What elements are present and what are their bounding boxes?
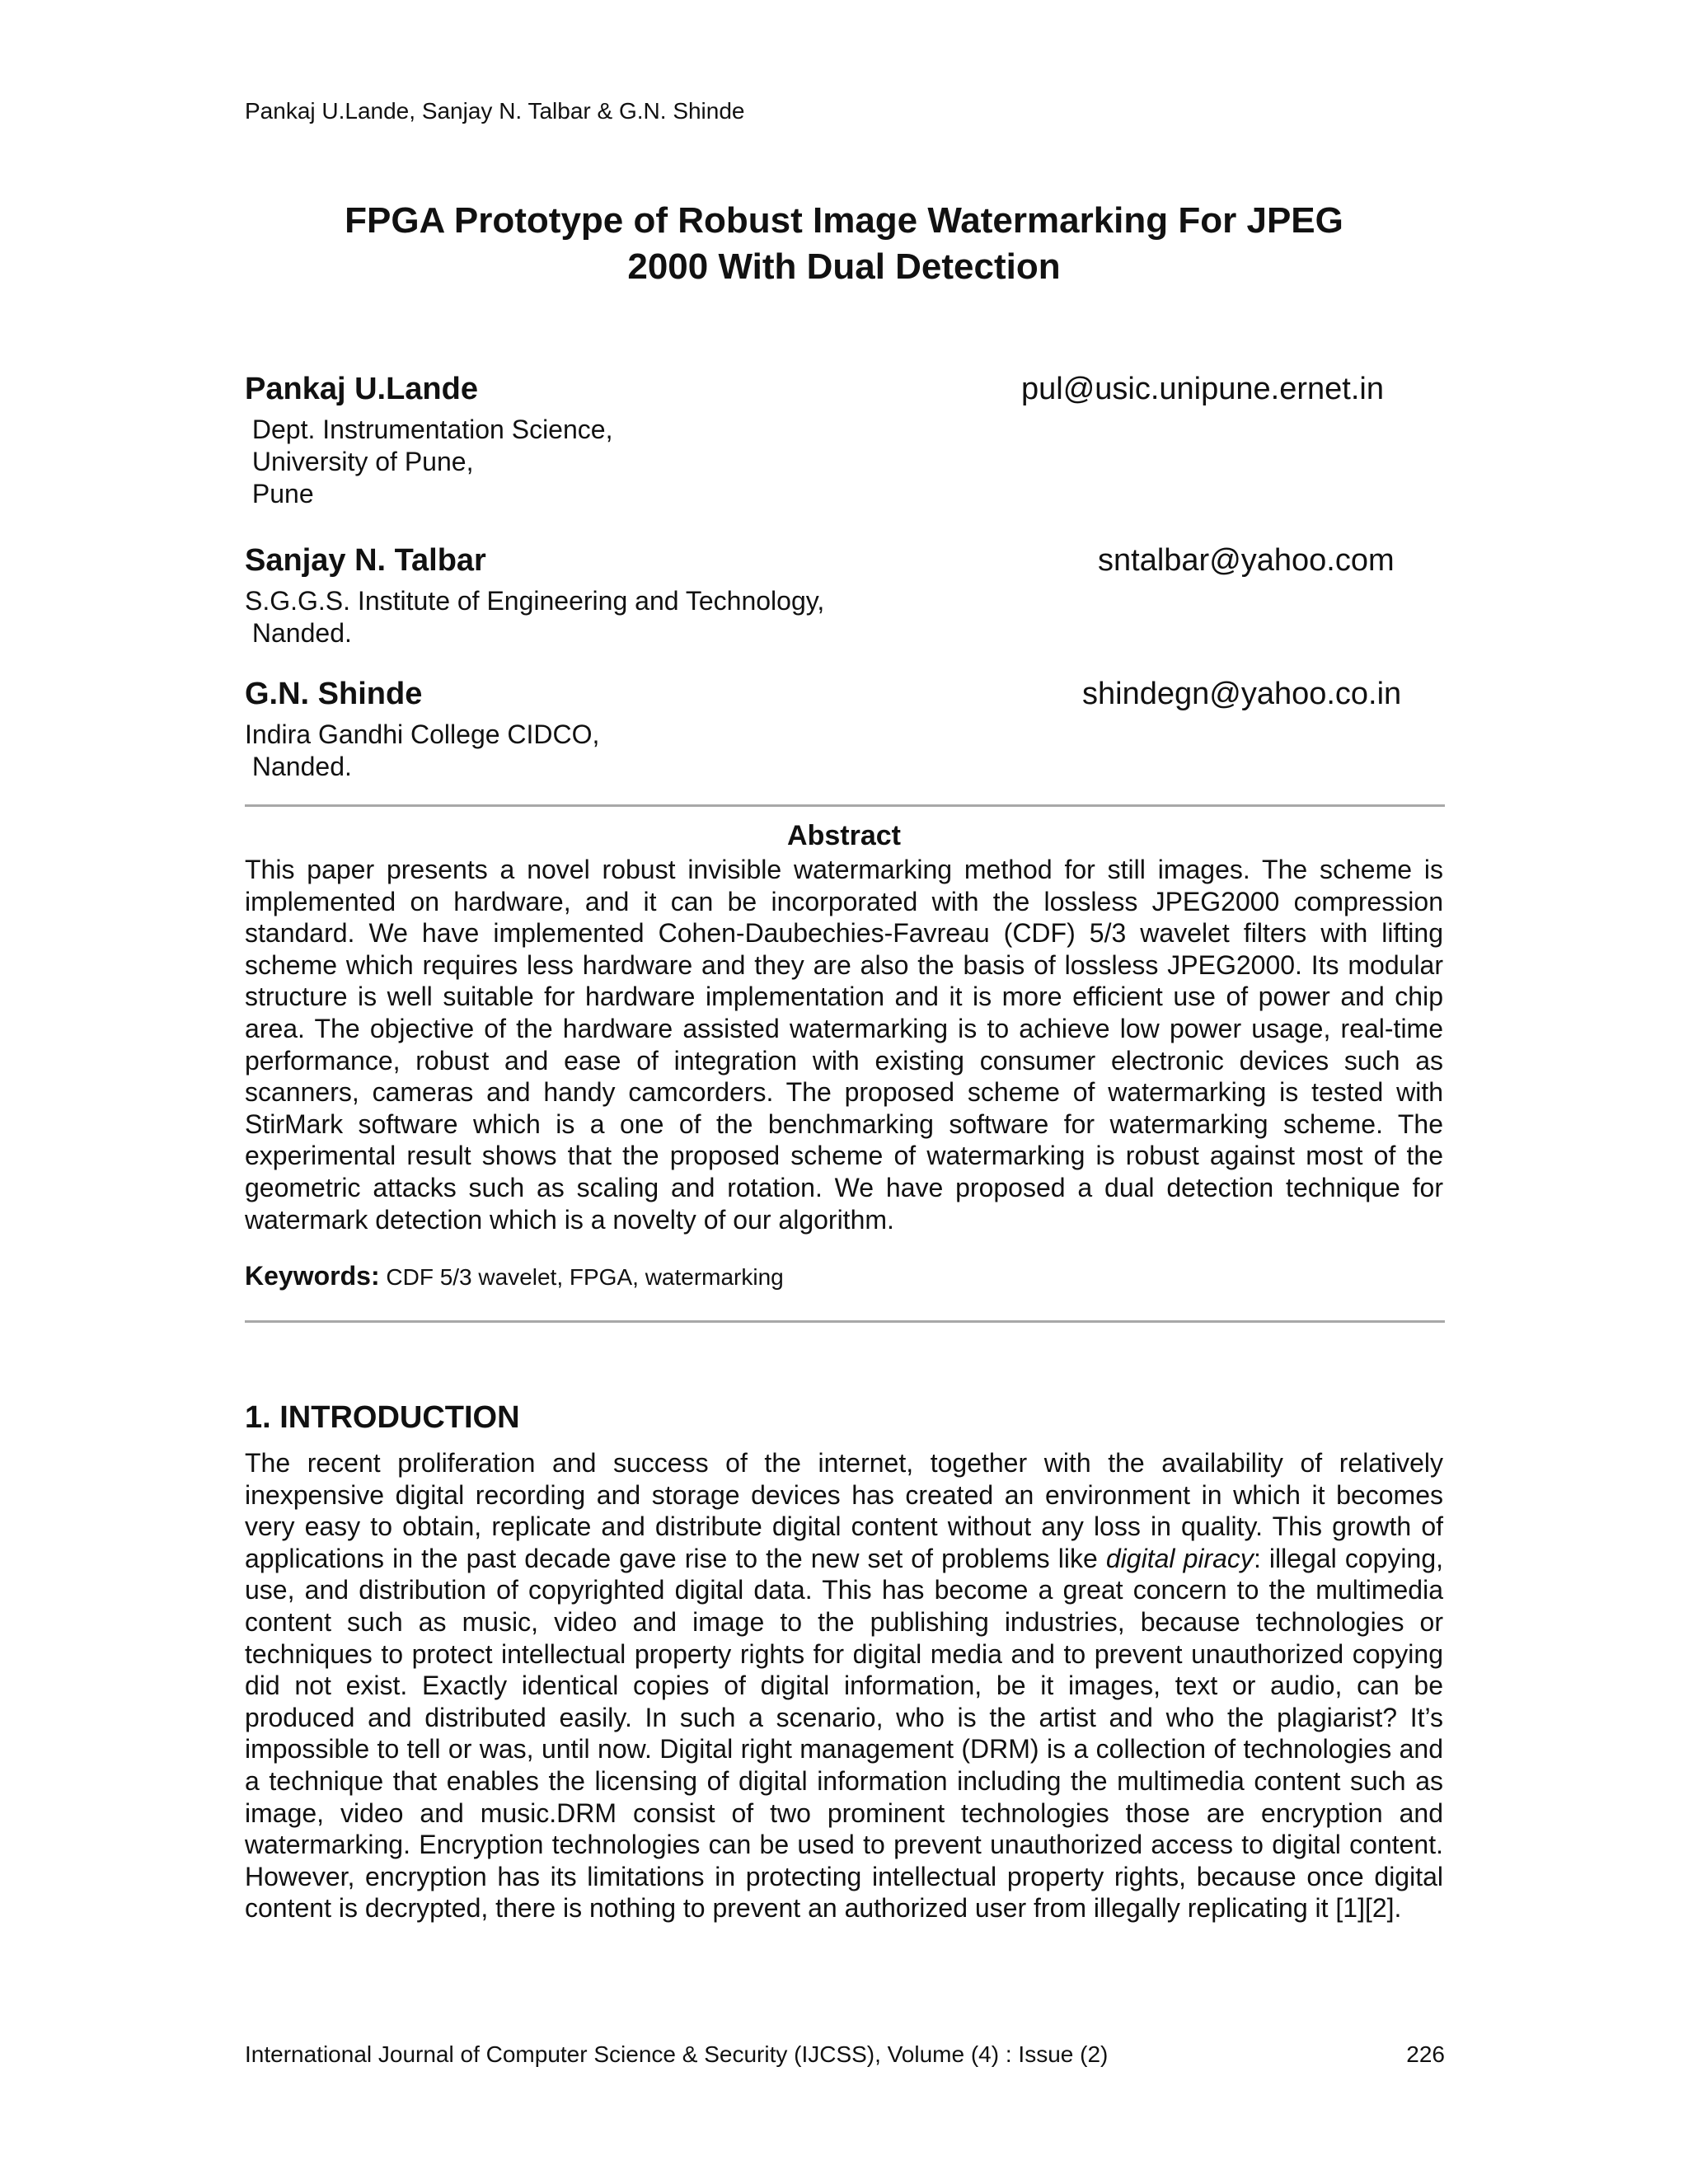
affiliation-line: S.G.G.S. Institute of Engineering and Technology, (245, 586, 825, 616)
paper-title-line-1: FPGA Prototype of Robust Image Watermarking For JPEG (345, 200, 1343, 241)
author-name: Pankaj U.Lande (245, 372, 478, 406)
affiliation-line: University of Pune, (245, 447, 474, 476)
running-head: Pankaj U.Lande, Sanjay N. Talbar & G.N. Shinde (245, 98, 745, 124)
author-name: G.N. Shinde (245, 677, 423, 711)
paper-title-line-2: 2000 With Dual Detection (627, 246, 1061, 287)
author-affiliation (245, 414, 612, 510)
author-email[interactable]: sntalbar@yahoo.com (1098, 543, 1395, 578)
author-affiliation (245, 585, 824, 649)
abstract-heading: Abstract (787, 820, 901, 851)
affiliation-line: Nanded. (245, 618, 352, 648)
affiliation-line: Nanded. (245, 752, 352, 781)
divider-top (245, 804, 1445, 807)
keywords-text: CDF 5/3 wavelet, FPGA, watermarking (379, 1264, 784, 1290)
keywords-label: Keywords: (245, 1261, 380, 1291)
affiliation-line: Pune (245, 479, 314, 509)
author-name: Sanjay N. Talbar (245, 543, 486, 578)
section-heading-introduction: 1. INTRODUCTION (245, 1400, 520, 1435)
author-email[interactable]: shindegn@yahoo.co.in (1082, 677, 1402, 711)
affiliation-line: Indira Gandhi College CIDCO, (245, 719, 600, 749)
page-number: 226 (1406, 2041, 1445, 2067)
abstract-text: This paper presents a novel robust invisible watermarking method for still images. The scheme is implemented on hardware, and it can be incorporated with the lossless JPEG2000 compression standard. We have implemented Cohen-Daubechies-Favreau (CDF) 5/3 wavelet filters with lifting scheme which requires less hardware and they are also the basis of lossless JPEG2000. Its modular structure is well suitable for hardware implementation and it is more efficient use of power and chip area. The objective of the hardware assisted watermarking is to achieve low power usage, real-time performance, robust and ease of integration with existing consumer electronic devices such as scanners, cameras and handy camcorders. The proposed scheme of watermarking is tested with StirMark software which is a one of the benchmarking software for watermarking scheme. The experimental result shows that the proposed scheme of watermarking is robust against most of the geometric attacks such as scaling and rotation. We have proposed a dual detection technique for watermark detection which is a novelty of our algorithm. (245, 855, 1443, 1235)
introduction-text-part-2: : illegal copying, use, and distribution of copyrighted digital data. This has become a great concern to the multimedia content such as music, video and image to the publishing industries, because technologies or techniques to protect intellectual property rights for digital media and to prevent unauthorized copying did not exist. Exactly identical copies of digital information, be it images, text or audio, can be produced and distributed easily. In such a scenario, who is the artist and who the plagiarist? It’s impossible to tell or was, until now. Digital right management (DRM) is a collection of technologies and a technique that enables the licensing of digital information including the multimedia content such as image, video and music.DRM consist of two prominent technologies those are encryption and watermarking. Encryption technologies can be used to prevent unauthorized access to digital content. However, encryption has its limitations in protecting intellectual property rights, because once digital content is decrypted, there is nothing to prevent an authorized user from illegally replicating it [1][2]. (245, 1543, 1444, 1924)
page-footer (245, 2041, 1445, 2069)
divider-bottom (245, 1320, 1445, 1323)
introduction-text (245, 1447, 1443, 1924)
introduction-text-part-1: The recent proliferation and success of the internet, together with the availability of relatively inexpensive digital recording and storage devices has created an environment in which it becomes very easy to obtain, replicate and distribute digital content without any loss in quality. This growth of applications in the past decade gave rise to the new set of problems like (245, 1448, 1443, 1573)
footer-journal: International Journal of Computer Science & Security (IJCSS), Volume (4) : Issue (2) (245, 2041, 1109, 2067)
author-email[interactable]: pul@usic.unipune.ernet.in (1021, 372, 1384, 406)
introduction-text-italic: digital piracy (1105, 1543, 1254, 1573)
keywords (245, 1259, 784, 1294)
paper-title (245, 198, 1443, 290)
affiliation-line: Dept. Instrumentation Science, (245, 415, 613, 444)
author-affiliation (245, 719, 599, 783)
